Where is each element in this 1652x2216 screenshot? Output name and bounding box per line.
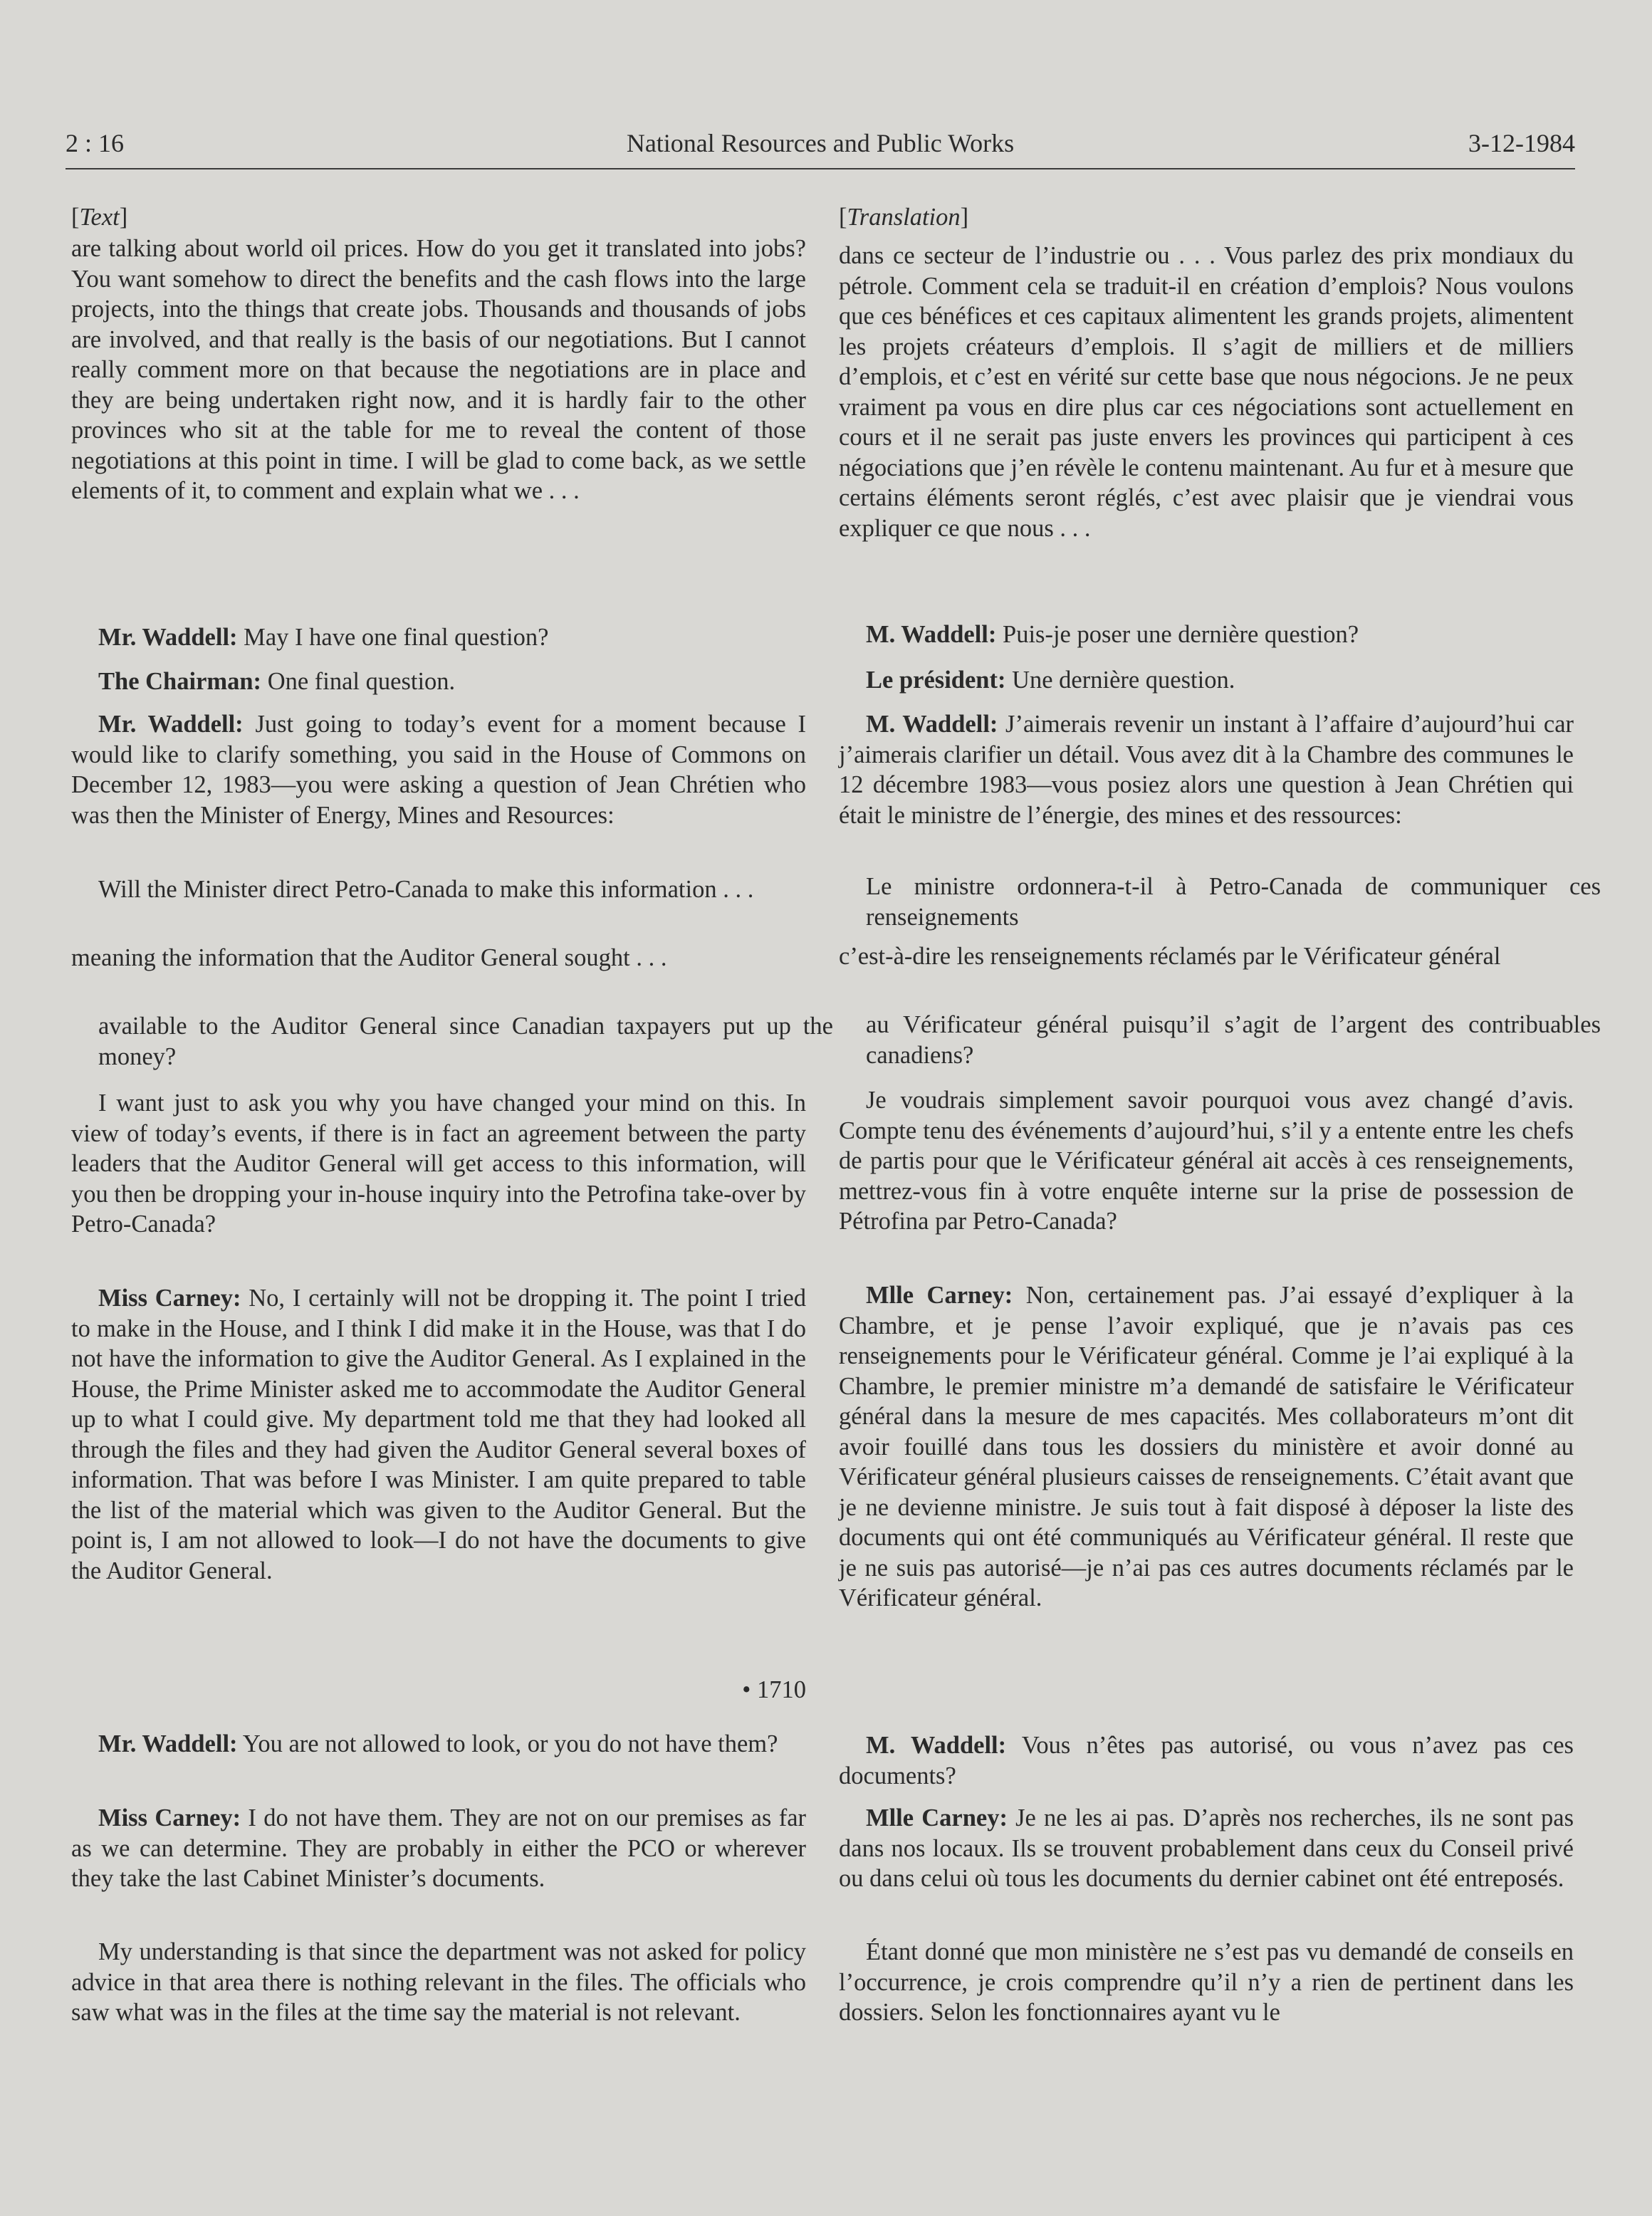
paragraph: are talking about world oil prices. How do you get it translated into jobs? You want somehow to direct the benefits and the cash flows into the large projects, into the things that create jobs. Thousands and thousands of jobs are involved, and that really is the basis of our negotiations. But I cannot really comment more on that because the negotiations are in place and they are being undertaken right now, and it is hardly fair to the other provinces who sit at the table for me to reveal the content of those negotiations at this point in time. I will be glad to come back, as we settle elements of it, to comment and explain what we . . . bbox=[71, 235, 806, 504]
time-marker: • 1710 bbox=[742, 1676, 806, 1703]
speaker: M. Waddell: bbox=[866, 711, 998, 738]
speech: Mr. Waddell: May I have one final question? bbox=[98, 624, 549, 651]
speaker: Mlle Carney: bbox=[866, 1804, 1008, 1831]
quotation: available to the Auditor General since Canadian taxpayers put up the money? bbox=[98, 1013, 833, 1070]
paragraph: dans ce secteur de l’industrie ou . . . Vous parlez des prix mondiaux du pétrole. Comment cela se traduit-il en création d’emplois? Nous voulons que ces bénéfices et ces capitaux alimentent les grands projets, alimentent les projets créateurs d’emplois. Il s’agit de milliers et de milliers d’emplois, et c’est en vérité sur cette base que nous négocions. Je ne peux vraiment pa vous en dire plus car ces négociations sont actuellement en cours et il ne serait pas juste envers les provinces qui participent à ces négociations que j’en révèle le contenu maintenant. Au fur et à mesure que certains éléments seront réglés, c’est avec plaisir que je viendrai vous expliquer ce que nous . . . bbox=[839, 242, 1574, 542]
speech: The Chairman: One final question. bbox=[98, 668, 456, 695]
speech: Mlle Carney: Je ne les ai pas. D’après nos recherches, ils ne sont pas dans nos locaux. Ils se trouvent probablement dans ceux du Conseil privé ou dans celui où tous les documents du dernier cabinet ont été entreposés. bbox=[839, 1804, 1574, 1892]
paragraph: I want just to ask you why you have changed your mind on this. In view of today’s events, if there is in fact an agreement between the party leaders that the Auditor General will get access to this information, will you then be dropping your in-house inquiry into the Petrofina take-over by Petro-Canada? bbox=[71, 1089, 806, 1238]
speaker: Mr. Waddell: bbox=[98, 624, 238, 651]
speaker: The Chairman: bbox=[98, 668, 262, 695]
header-rule bbox=[66, 168, 1575, 169]
speaker: Mlle Carney: bbox=[866, 1282, 1013, 1309]
quotation: Will the Minister direct Petro-Canada to make this information . . . bbox=[98, 876, 754, 903]
paragraph: Je voudrais simplement savoir pourquoi vous avez changé d’avis. Compte tenu des événements d’aujourd’hui, s’il y a entente entre les chefs de partis pour que le Vérificateur général ait accès à ces renseignements, mettrez-vous fin à votre enquête interne sur la prise de possession de Pétrofina par Petro-Canada? bbox=[839, 1087, 1574, 1235]
speaker: Mr. Waddell: bbox=[98, 711, 244, 738]
page-number: 2 : 16 bbox=[66, 129, 125, 157]
speech: Mlle Carney: Non, certainement pas. J’ai essayé d’expliquer à la Chambre, et je pense l’avoir expliqué, que je n’avais pas ces renseignements pour le Vérificateur général. Comme je l’ai expliqué à la Chambre, le premier ministre m’a demandé de satisfaire le Vérificateur général dans la mesure de mes capacités. Mes collaborateurs m’ont dit avoir fouillé dans tous les dossiers du ministère et avoir donné au Vérificateur général plusieurs caisses de renseignements. C’était avant que je ne devienne ministre. Je suis tout à fait disposé à déposer la liste des documents qui ont été communiqués au Vérificateur général. Il reste que je ne suis pas autorisé—je n’ai pas ces autres documents réclamés par le Vérificateur général. bbox=[839, 1282, 1574, 1611]
speech: M. Waddell: Vous n’êtes pas autorisé, ou vous n’avez pas ces documents? bbox=[839, 1732, 1574, 1789]
page-header bbox=[66, 128, 1575, 162]
paragraph: c’est-à-dire les renseignements réclamés par le Vérificateur général bbox=[839, 943, 1501, 970]
page-title: National Resources and Public Works bbox=[626, 129, 1015, 157]
speaker: Mr. Waddell: bbox=[98, 1730, 238, 1757]
speaker: Miss Carney: bbox=[98, 1285, 241, 1312]
paragraph: meaning the information that the Auditor General sought . . . bbox=[71, 944, 667, 971]
paragraph: Étant donné que mon ministère ne s’est pas vu demandé de conseils en l’occurrence, je crois comprendre qu’il n’y a rien de pertinent dans les dossiers. Selon les fonctionnaires ayant vu le bbox=[839, 1938, 1574, 2026]
speech: Miss Carney: I do not have them. They are not on our premises as far as we can determine. They are probably in either the PCO or wherever they take the last Cabinet Minister’s documents. bbox=[71, 1804, 806, 1892]
speaker: M. Waddell: bbox=[866, 621, 997, 648]
paragraph: My understanding is that since the department was not asked for policy advice in that area there is nothing relevant in the files. The officials who saw what was in the files at the time say the material is not relevant. bbox=[71, 1938, 806, 2026]
speech: Mr. Waddell: Just going to today’s event for a moment because I would like to clarify something, you said in the House of Commons on December 12, 1983—you were asking a question of Jean Chrétien who was then the Minister of Energy, Mines and Resources: bbox=[71, 711, 807, 829]
speech: M. Waddell: J’aimerais revenir un instant à l’affaire d’aujourd’hui car j’aimerais clarifier un détail. Vous avez dit à la Chambre des communes le 12 décembre 1983—vous posiez alors une question à Jean Chrétien qui était le ministre de l’énergie, des mines et des ressources: bbox=[839, 711, 1574, 829]
column-label: [Translation] bbox=[839, 204, 969, 231]
page-date: 3-12-1984 bbox=[1468, 129, 1575, 157]
speaker: Le président: bbox=[866, 667, 1006, 694]
speech: Le président: Une dernière question. bbox=[866, 667, 1235, 694]
quotation: Le ministre ordonnera-t-il à Petro-Canada de communiquer ces renseignements bbox=[866, 873, 1601, 931]
speech: Mr. Waddell: You are not allowed to look, or you do not have them? bbox=[98, 1730, 778, 1757]
quotation: au Vérificateur général puisqu’il s’agit de l’argent des contribuables canadiens? bbox=[866, 1011, 1601, 1069]
speaker: M. Waddell: bbox=[866, 1732, 1007, 1759]
column-label: [Text] bbox=[71, 204, 128, 231]
speech: M. Waddell: Puis-je poser une dernière question? bbox=[866, 621, 1359, 648]
speaker: Miss Carney: bbox=[98, 1804, 241, 1831]
speech: Miss Carney: No, I certainly will not be dropping it. The point I tried to make in the House, and I think I did make it in the House, was that I do not have the information to give the Auditor General. As I explained in the House, the Prime Minister asked me to accommodate the Auditor General up to what I could give. My department told me that they had looked all through the files and they had given the Auditor General several boxes of information. That was before I was Minister. I am quite prepared to table the list of the material which was given to the Auditor General. But the point is, I am not allowed to look—I do not have the documents to give the Auditor General. bbox=[71, 1285, 807, 1584]
